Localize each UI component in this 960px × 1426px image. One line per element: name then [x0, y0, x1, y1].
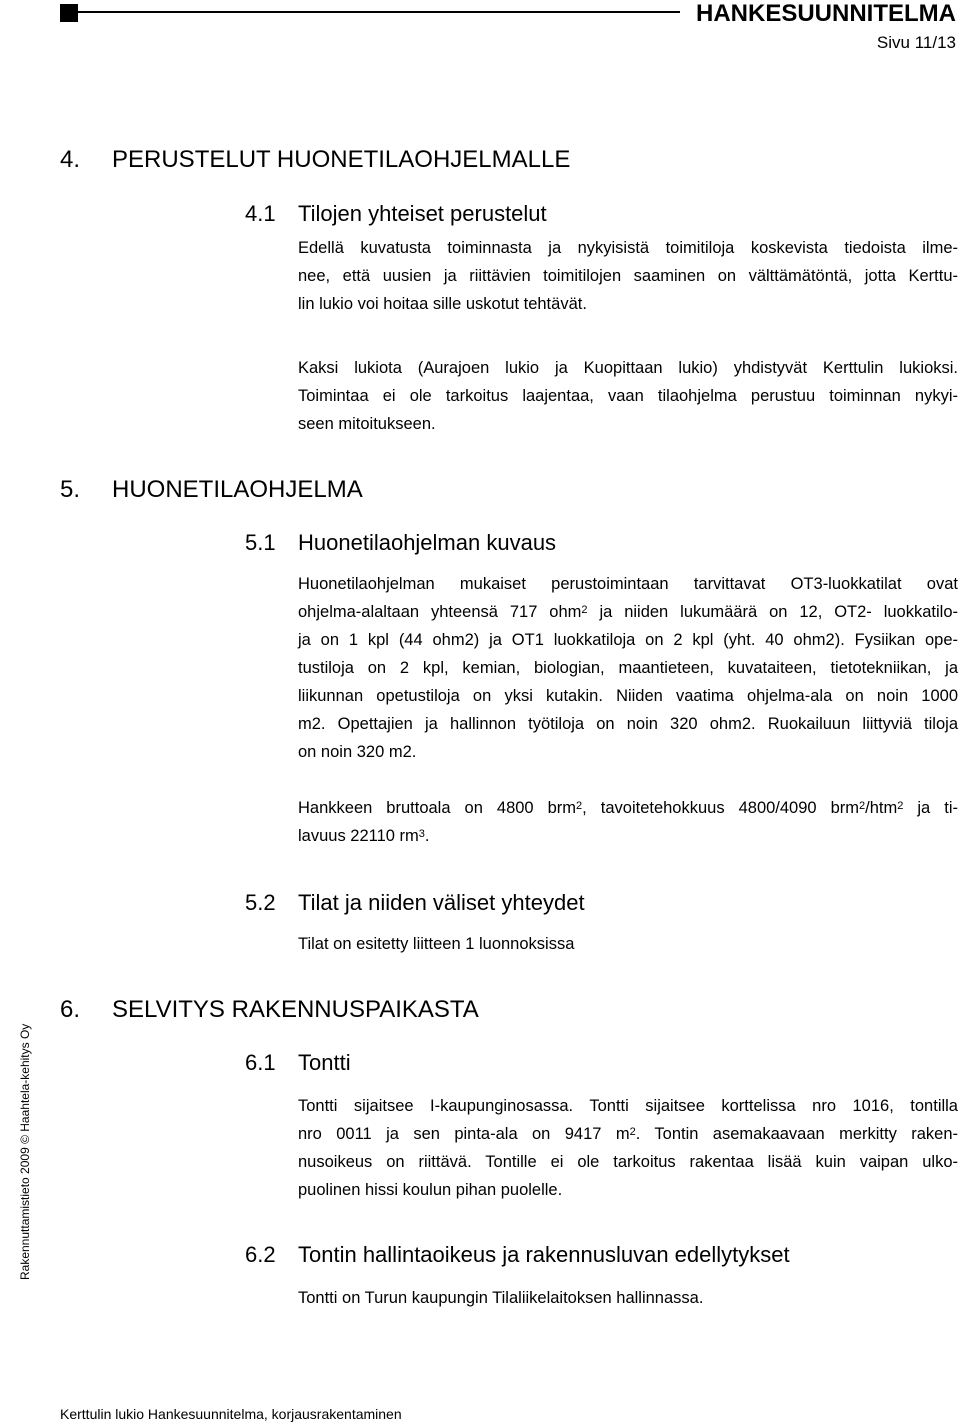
superscript: 2 — [576, 800, 583, 812]
heading-number: 6.1 — [245, 1050, 276, 1075]
superscript: 2 — [581, 604, 588, 616]
heading-text: HUONETILAOHJELMA — [112, 476, 363, 503]
text-line: Kaksi lukiota (Aurajoen lukio ja Kuopittaan lukio) yhdistyvät Kerttulin lukioksi. — [298, 359, 958, 377]
superscript: 2 — [859, 800, 866, 812]
header-rule — [78, 11, 680, 13]
heading-text: Huonetilaohjelman kuvaus — [298, 530, 557, 555]
text-line: tustiloja on 2 kpl, kemian, biologian, maantieteen, kuvataiteen, tietotekniikan, ja — [298, 659, 958, 677]
heading-number: 5.1 — [245, 530, 276, 555]
page-footer: Kerttulin lukio Hankesuunnitelma, korjausrakentaminen — [60, 1406, 402, 1422]
heading-text: Tilat ja niiden väliset yhteydet — [298, 890, 585, 915]
heading-text: Tontin hallintaoikeus ja rakennusluvan edellytykset — [298, 1242, 790, 1267]
text-line: ja on 1 kpl (44 ohm2) ja OT1 luokkatiloja on 2 kpl (yht. 40 ohm2). Fysiikan ope- — [298, 631, 958, 649]
heading-number: 6. — [60, 996, 81, 1023]
heading-text: Tontti — [298, 1050, 351, 1075]
heading-number: 4. — [60, 146, 81, 173]
header-square-mark — [60, 4, 78, 22]
text-line: lin lukio voi hoitaa sille uskotut tehtävät. — [298, 295, 587, 313]
heading-number: 5.2 — [245, 890, 276, 915]
heading-text: SELVITYS RAKENNUSPAIKASTA — [112, 996, 479, 1023]
text-line: lavuus 22110 $rm^3$. — [298, 827, 430, 845]
copyright-sidebar: Rakennuttamistieto 2009 © Haahtela-kehitys Oy — [18, 1023, 32, 1280]
text-line: nusoikeus on riittävä. Tontille ei ole tarkoitus rakentaa lisää kuin vaipan ulko- — [298, 1153, 958, 1171]
superscript: 2 — [629, 1126, 636, 1138]
heading-number: 5. — [60, 476, 81, 503]
paragraph-6-1 — [298, 1092, 958, 1204]
text-line: m2. Opettajien ja hallinnon työtiloja on noin 320 ohm2. Ruokailuun liittyviä tiloja — [298, 715, 958, 733]
heading-number: 6.2 — [245, 1242, 276, 1267]
text-line: Tontti sijaitsee I-kaupunginosassa. Tontti sijaitsee korttelissa nro 1016, tontilla — [298, 1097, 958, 1115]
superscript: 3 — [418, 828, 425, 840]
paragraph-5-1-b — [298, 794, 958, 850]
paragraph-4-1-b — [298, 354, 958, 438]
page-number: Sivu 11/13 — [876, 33, 956, 52]
heading-text: Tilojen yhteiset perustelut — [298, 201, 547, 226]
paragraph-5-1-a — [298, 570, 958, 766]
document-title: HANKESUUNNITELMA — [696, 0, 956, 27]
text-line: Huonetilaohjelman mukaiset perustoimintaan tarvittavat OT3-luokkatilat ovat — [298, 575, 958, 593]
text-line: puolinen hissi koulun pihan puolelle. — [298, 1181, 563, 1199]
text-line: nro 0011 ja sen pinta-ala on 9417 $m^2$. Tontin asemakaavaan merkitty raken- — [298, 1125, 959, 1143]
text-line: on noin 320 m2. — [298, 743, 417, 761]
paragraph-6-2: Tontti on Turun kaupungin Tilaliikelaitoksen hallinnassa. — [298, 1289, 704, 1307]
paragraph-5-2: Tilat on esitetty liitteen 1 luonnoksissa — [298, 935, 575, 953]
text-line: nee, että uusien ja riittävien toimitilojen saaminen on välttämätöntä, jotta Kerttu- — [298, 267, 958, 285]
text-line: Hankkeen bruttoala on 4800 brm$^2$, tavoitetehokkuus 4800/4090 brm$^2$/htm$^2$ ja ti- — [298, 799, 958, 817]
heading-text: PERUSTELUT HUONETILAOHJELMALLE — [112, 146, 571, 173]
text-line: seen mitoitukseen. — [298, 415, 436, 433]
text-line: ohjelma-alaltaan yhteensä 717 ohm$^2$ ja niiden lukumäärä on 12, OT2- luokkatilo- — [298, 603, 958, 621]
text-line: Edellä kuvatusta toiminnasta ja nykyisistä toimitiloja koskevista tiedoista ilme- — [298, 239, 958, 257]
text-line: liikunnan opetustiloja on yksi kutakin. Niiden vaatima ohjelma-ala on noin 1000 — [298, 687, 958, 705]
paragraph-4-1-a — [298, 234, 958, 318]
heading-number: 4.1 — [245, 201, 276, 226]
text-line: Toimintaa ei ole tarkoitus laajentaa, vaan tilaohjelma perustuu toiminnan nykyi- — [298, 387, 958, 405]
superscript: 2 — [897, 800, 904, 812]
